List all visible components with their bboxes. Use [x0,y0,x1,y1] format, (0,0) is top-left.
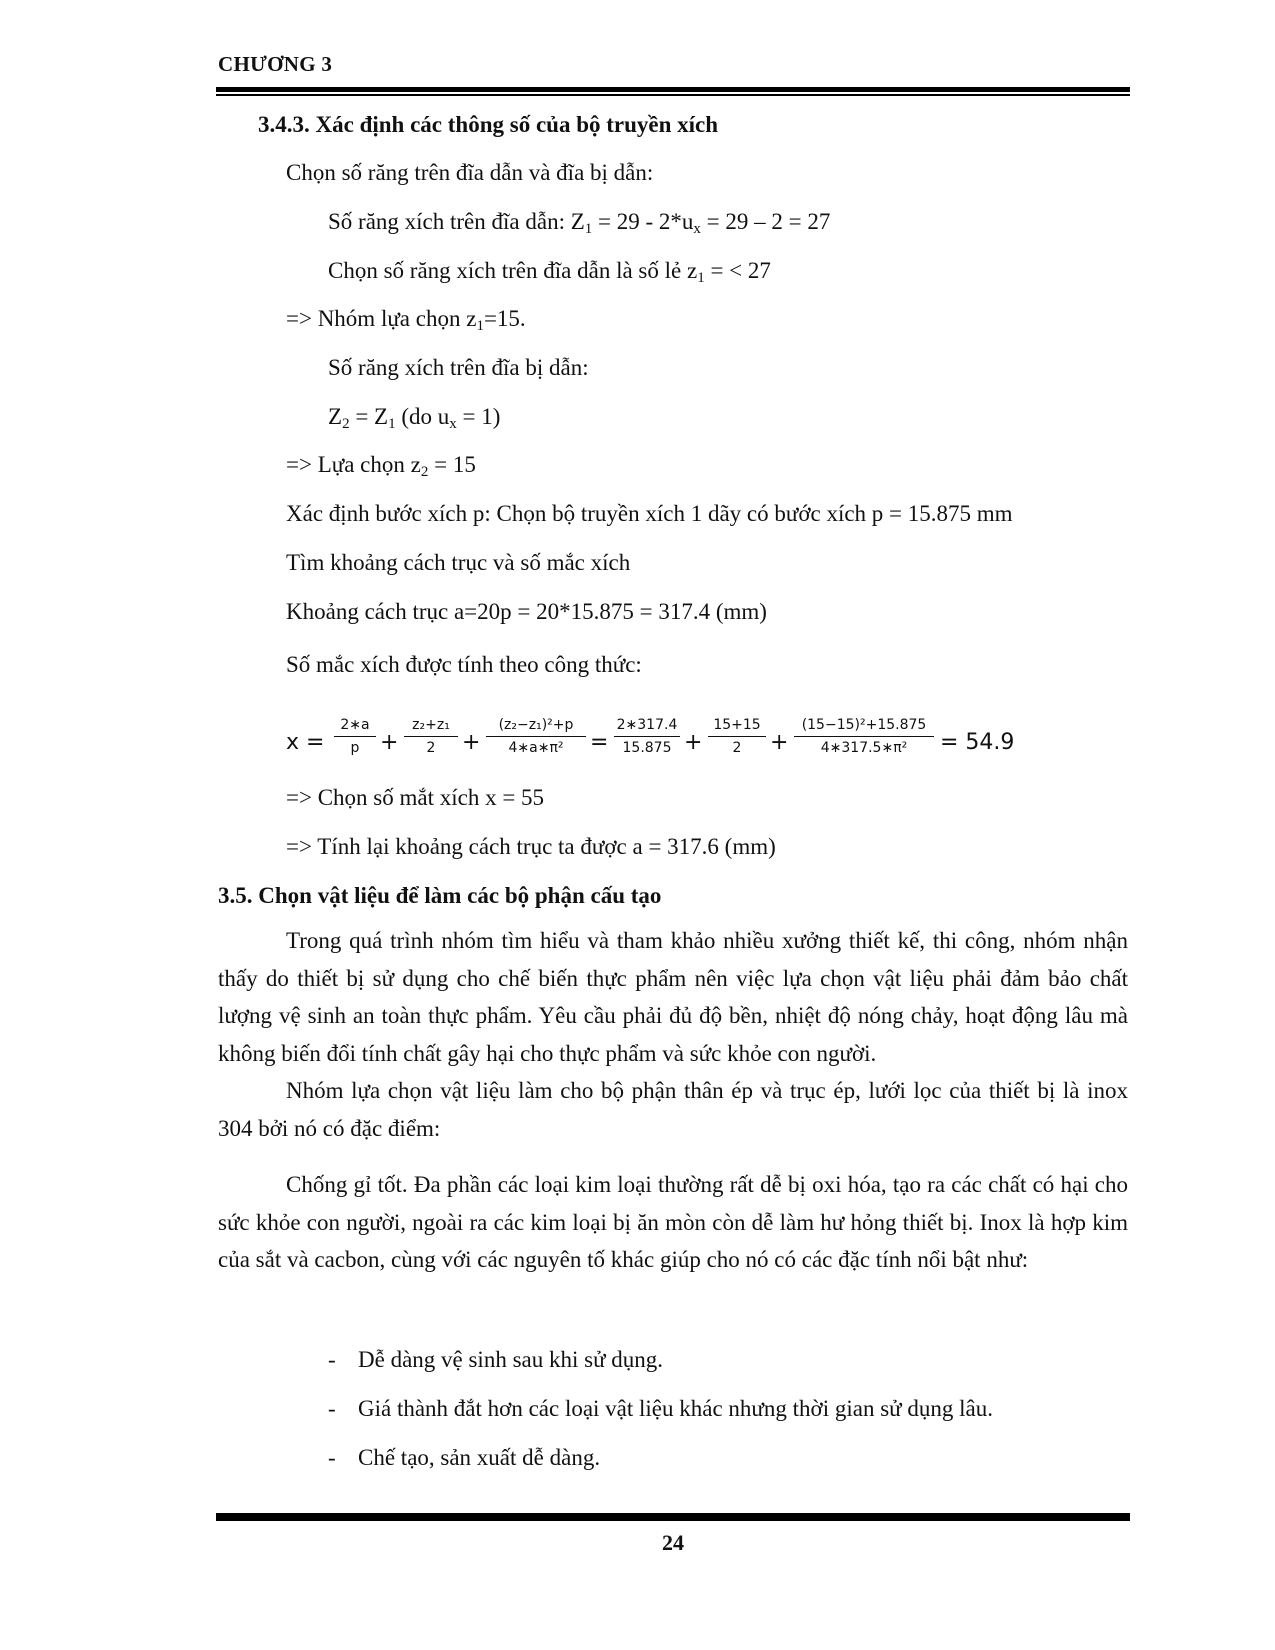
fraction: $\frac{2∗a}{p}$ [334,714,376,759]
text-line: Số răng xích trên đĩa bị dẫn: [328,355,589,380]
list-item: Chế tạo, sản xuất dễ dàng. [358,1445,601,1470]
plus-sign: + [380,730,399,755]
bullet-marker: - [328,1445,336,1470]
formula-lhs: x = [286,730,325,755]
equals-sign: = [590,730,609,755]
page-number: 24 [662,1530,684,1555]
text-line: Xác định bước xích p: Chọn bộ truyền xích 1 dãy có bước xích p = 15.875 mm [286,501,1013,526]
paragraph: Nhóm lựa chọn vật liệu làm cho bộ phận thân ép và trục ép, lưới lọc của thiết bị là inox 304 bởi nó có đặc điểm: [218,1078,1128,1141]
text-line: Số mắc xích được tính theo công thức: [286,652,642,677]
fraction: $\frac{\text{(15−15)²+15.875}}{\text{4∗317.5∗π²}}$ [794,714,934,759]
plus-sign: + [462,730,481,755]
text-line: Chọn số răng xích trên đĩa dẫn là số lẻ $z_1$ = < 27 [328,258,771,286]
fraction: $\frac{2∗317.4}{15.875}$ [614,714,680,759]
text-line: Khoảng cách trục a=20p = 20*15.875 = 317.4 (mm) [286,599,767,624]
text-line: => Chọn số mắt xích x = 55 [286,785,545,810]
list-item: Dễ dàng vệ sinh sau khi sử dụng. [358,1347,664,1372]
text-line: Số răng xích trên đĩa dẫn: $Z_1 = 29 - 2*u_x = 29 - 2 = 27$ [328,209,831,237]
fraction: $\frac{\text{(z₂−z₁)²+p}}{\text{4∗a∗π²}}$ [486,714,586,759]
plus-sign: + [684,730,703,755]
header-rule-thick [216,87,1130,92]
paragraph: Trong quá trình nhóm tìm hiểu và tham khảo nhiều xưởng thiết kế, thi công, nhóm nhận thấy do thiết bị sử dụng cho chế biến thực phẩm nên việc lựa chọn vật liệu phải đảm bảo chất lượng vệ sinh an toàn thực phẩm. Yêu cầu phải đủ độ bền, nhiệt độ nóng chảy, hoạt động lâu mà không biến đổi tính chất gây hại cho thực phẩm và sức khỏe con người. [218,928,1128,1066]
fraction: $\frac{15+15}{2}$ [708,714,766,759]
fraction: $\frac{\text{z₂+z₁}}{2}$ [404,714,458,759]
chapter-header: CHƯƠNG 3 [218,52,333,76]
section-343-heading: 3.4.3. Xác định các thông số của bộ truyền xích [258,112,719,137]
text-line: => Nhóm lựa chọn $z_1=15$. [286,306,526,334]
header-rule-thin [216,94,1130,96]
formula-result: = 54.9 [940,730,1015,755]
text-line: => Lựa chọn $z_2 = 15$ [286,452,476,480]
list-item: Giá thành đắt hơn các loại vật liệu khác nhưng thời gian sử dụng lâu. [358,1396,993,1421]
paragraph: Chống gỉ tốt. Đa phần các loại kim loại thường rất dễ bị oxi hóa, tạo ra các chất có hại cho sức khỏe con người, ngoài ra các kim loại bị ăn mòn còn dễ làm hư hỏng thiết bị. Inox là hợp kim của sắt và cacbon, cùng với các nguyên tố khác giúp cho nó có các đặc tính nổi bật như: [218,1172,1128,1272]
chain-link-formula [286,714,1046,774]
footer-rule [216,1513,1130,1521]
section-35-heading: 3.5. Chọn vật liệu để làm các bộ phận cấu tạo [218,883,662,908]
text-line: Chọn số răng trên đĩa dẫn và đĩa bị dẫn: [286,160,654,185]
bullet-marker: - [328,1347,336,1372]
text-line: $Z_2 = Z_1$ (do $u_x = 1$) [328,404,501,432]
text-line: Tìm khoảng cách trục và số mắc xích [286,550,631,575]
bullet-marker: - [328,1396,336,1421]
plus-sign: + [770,730,789,755]
text-line: => Tính lại khoảng cách trục ta được a = 317.6 (mm) [286,834,776,859]
